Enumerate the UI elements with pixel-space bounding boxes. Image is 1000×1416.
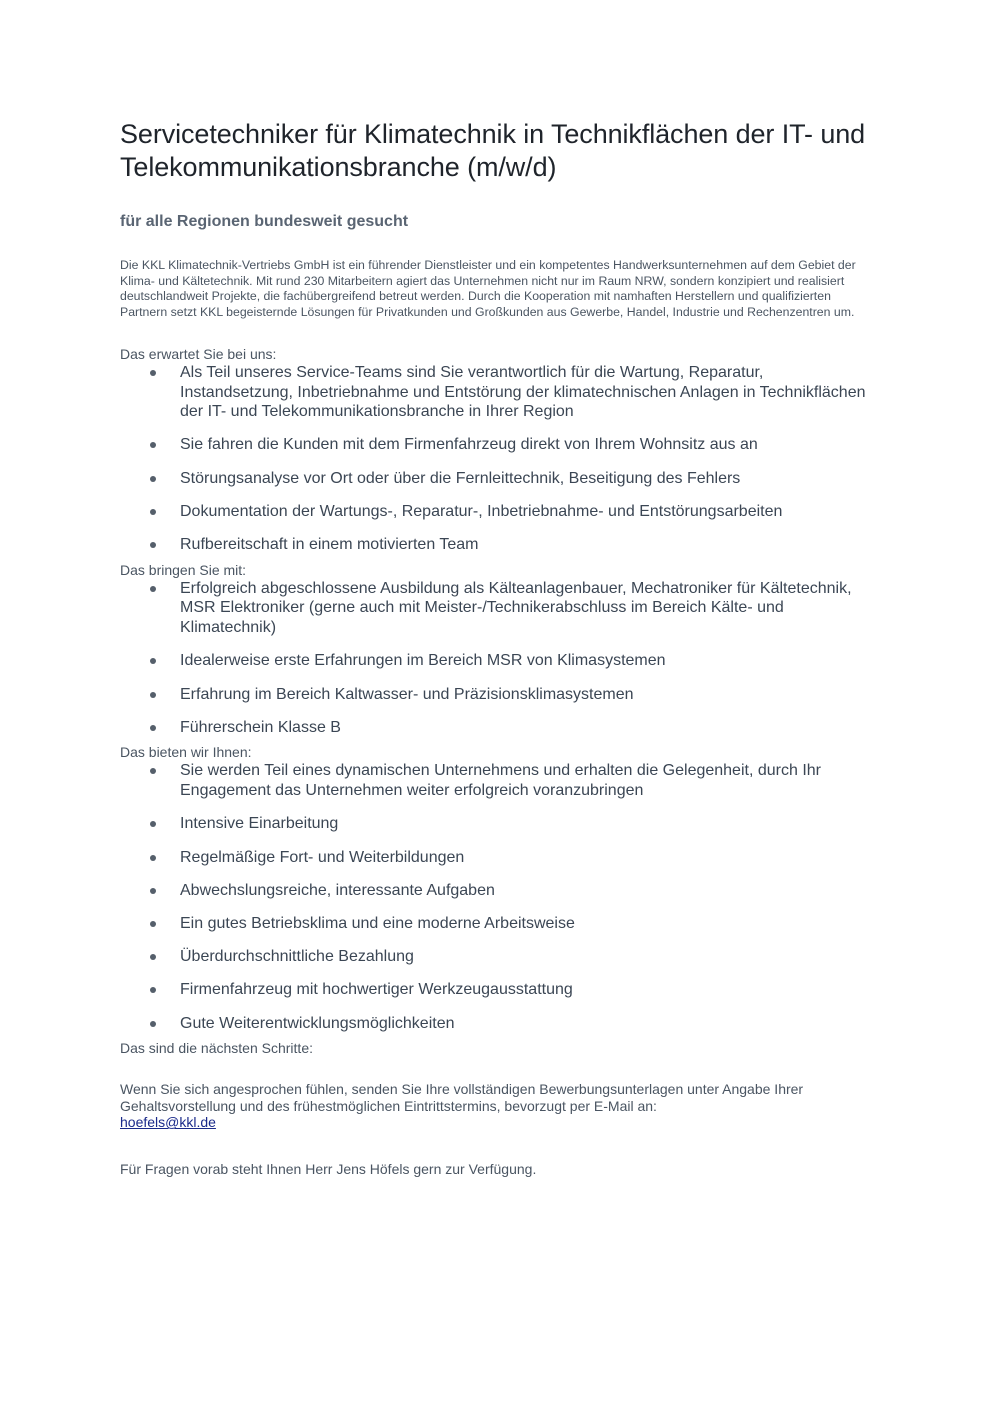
application-text: Wenn Sie sich angesprochen fühlen, senden Sie Ihre vollständigen Bewerbungsunterlagen unter Angabe Ihrer Gehaltsvorstellung und des frühestmöglichen Eintrittstermins, bevorzugt per E-Mail an:	[120, 1081, 804, 1114]
list-item: Als Teil unseres Service-Teams sind Sie verantwortlich für die Wartung, Reparatur, Instandsetzung, Inbetriebnahme und Entstörung der klimatechnischen Anlagen in Technikflächen der IT- und Telekommunikationsbranche in Ihrer Region	[120, 363, 880, 422]
list-item: Erfahrung im Bereich Kaltwasser- und Präzisionsklimasystemen	[120, 685, 880, 705]
email-link[interactable]: hoefels@kkl.de	[120, 1114, 216, 1131]
bullet-icon	[150, 370, 156, 376]
list-item: Rufbereitschaft in einem motivierten Team	[120, 535, 880, 555]
bullet-icon	[150, 509, 156, 515]
list-item: Überdurchschnittliche Bezahlung	[120, 947, 880, 967]
bullet-icon	[150, 658, 156, 664]
list-item: Störungsanalyse vor Ort oder über die Fernleittechnik, Beseitigung des Fehlers	[120, 469, 880, 489]
list-item: Gute Weiterentwicklungsmöglichkeiten	[120, 1014, 880, 1034]
bullet-icon	[150, 921, 156, 927]
bullet-icon	[150, 954, 156, 960]
list-item: Dokumentation der Wartungs-, Reparatur-, Inbetriebnahme- und Entstörungsarbeiten	[120, 502, 880, 522]
contact-note: Für Fragen vorab steht Ihnen Herr Jens Höfels gern zur Verfügung.	[120, 1161, 537, 1178]
list-item: Sie werden Teil eines dynamischen Unternehmens und erhalten die Gelegenheit, durch Ihr Engagement das Unternehmen weiter erfolgreich voranzubringen	[120, 761, 880, 800]
list-item: Ein gutes Betriebsklima und eine moderne Arbeitsweise	[120, 914, 880, 934]
list-item: Führerschein Klasse B	[120, 718, 880, 738]
section-label-expectations: Das erwartet Sie bei uns:	[120, 345, 277, 362]
bullet-icon	[150, 586, 156, 592]
bullet-icon	[150, 987, 156, 993]
list-item: Idealerweise erste Erfahrungen im Bereich MSR von Klimasystemen	[120, 651, 880, 671]
bullet-icon	[150, 1021, 156, 1027]
section-label-next-steps: Das sind die nächsten Schritte:	[120, 1040, 313, 1057]
application-instructions	[120, 1081, 880, 1131]
expectations-list	[120, 363, 880, 555]
job-subtitle: für alle Regionen bundesweit gesucht	[120, 213, 409, 230]
bullet-icon	[150, 476, 156, 482]
list-item: Erfolgreich abgeschlossene Ausbildung als Kälteanlagenbauer, Mechatroniker für Kältetechnik, MSR Elektroniker (gerne auch mit Meister-/Technikerabschluss im Bereich Kälte- und Klimatechnik)	[120, 579, 880, 638]
requirements-list	[120, 579, 880, 738]
job-title: Servicetechniker für Klimatechnik in Technikflächen der IT- und Telekommunikationsbranche (m/w/d)	[120, 119, 866, 182]
list-item: Sie fahren die Kunden mit dem Firmenfahrzeug direkt von Ihrem Wohnsitz aus an	[120, 435, 880, 455]
bullet-icon	[150, 692, 156, 698]
bullet-icon	[150, 821, 156, 827]
bullet-icon	[150, 725, 156, 731]
bullet-icon	[150, 442, 156, 448]
list-item: Intensive Einarbeitung	[120, 814, 880, 834]
job-posting-document	[120, 118, 880, 1178]
bullet-icon	[150, 888, 156, 894]
list-item: Abwechslungsreiche, interessante Aufgaben	[120, 881, 880, 901]
company-intro: Die KKL Klimatechnik-Vertriebs GmbH ist ein führender Dienstleister und ein kompetentes Handwerksunternehmen auf dem Gebiet der Klima- und Kältetechnik. Mit rund 230 Mitarbeitern agiert das Unternehmen nicht nur im Raum NRW, sondern konzipiert und realisiert deutschlandweit Projekte, die fachübergreifend betreut werden. Durch die Kooperation mit namhaften Herstellern und qualifizierten Partnern setzt KKL begeisternde Lösungen für Privatkunden und Großkunden aus Gewerbe, Handel, Industrie und Rechenzentren um.	[120, 258, 856, 320]
section-label-benefits: Das bieten wir Ihnen:	[120, 744, 252, 761]
bullet-icon	[150, 542, 156, 548]
list-item: Regelmäßige Fort- und Weiterbildungen	[120, 848, 880, 868]
benefits-list	[120, 761, 880, 1033]
bullet-icon	[150, 855, 156, 861]
bullet-icon	[150, 768, 156, 774]
list-item: Firmenfahrzeug mit hochwertiger Werkzeugausstattung	[120, 980, 880, 1000]
section-label-requirements: Das bringen Sie mit:	[120, 561, 247, 578]
